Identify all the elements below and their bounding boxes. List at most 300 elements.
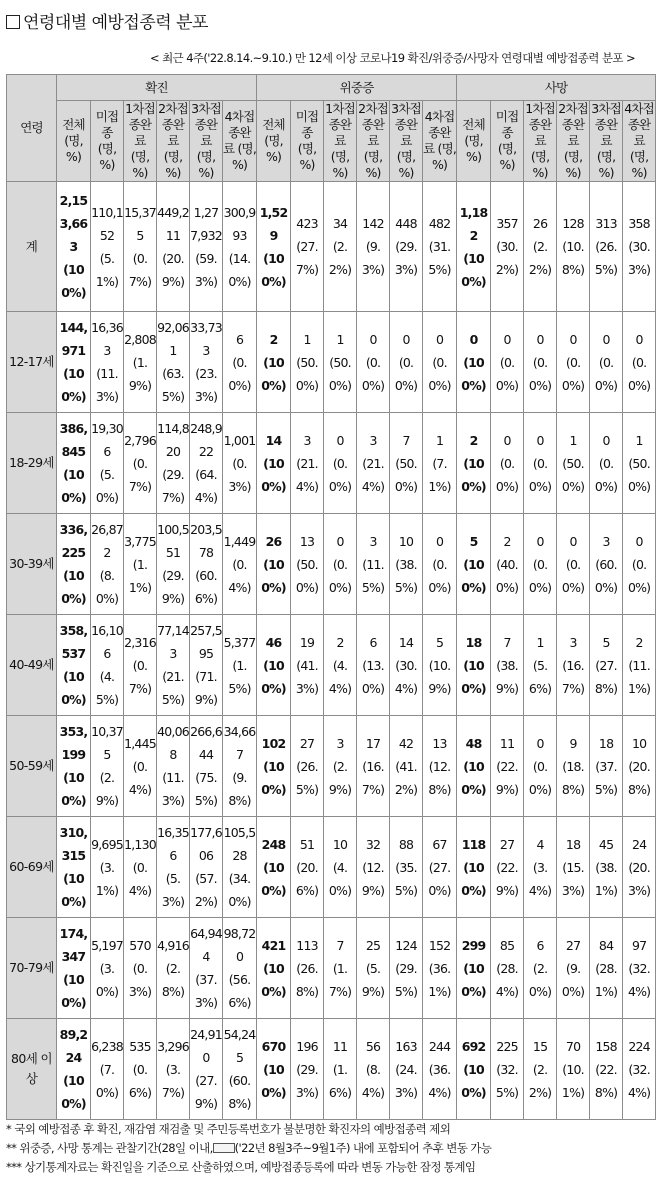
cell-percent: (22.9%)	[495, 758, 519, 797]
cell-count: 2	[503, 533, 511, 549]
subheader-cell: 전체 (명, %)	[257, 101, 291, 182]
table-cell	[557, 1019, 590, 1120]
cell-percent: (50.0%)	[561, 455, 585, 494]
cell-count: 7	[503, 634, 511, 650]
subheader-cell: 1차접종완료 (명, %)	[125, 101, 155, 180]
cell-count: 24	[631, 836, 647, 852]
table-cell	[91, 1019, 124, 1120]
cell-count: 449,211	[157, 204, 189, 243]
cell-percent: (7.0%)	[95, 1061, 119, 1100]
cell-percent: (29.5%)	[394, 960, 418, 999]
table-cell	[557, 413, 590, 514]
cell-percent: (100%)	[61, 770, 86, 808]
cell-count: 196	[296, 1038, 318, 1054]
subheader-cell: 전체 (명, %)	[457, 101, 491, 182]
cell-percent: (7.1%)	[428, 455, 451, 494]
cell-count: 1,001	[223, 432, 256, 448]
age-cell: 60-69세	[7, 817, 57, 918]
cell-count: 248,922	[190, 421, 222, 459]
cell-percent: (75.5%)	[194, 770, 218, 808]
cell-percent: (57.2%)	[194, 871, 218, 909]
table-cell	[623, 514, 656, 615]
cell-percent: (0.4%)	[128, 859, 152, 898]
cell-percent: (2.9%)	[95, 770, 119, 808]
table-cell	[324, 514, 357, 615]
table-cell	[223, 1019, 257, 1120]
cell-percent: (22.8%)	[594, 1061, 618, 1100]
table-cell	[423, 716, 457, 817]
table-cell	[257, 182, 291, 312]
cell-percent: (28.4%)	[495, 960, 519, 999]
table-cell	[590, 918, 623, 1019]
cell-percent: (26.8%)	[295, 960, 319, 999]
cell-count: 11	[499, 735, 515, 751]
cell-count: 56	[365, 1038, 381, 1054]
cell-percent: (0.0%)	[428, 354, 451, 393]
cell-percent: (37.3%)	[194, 972, 218, 1010]
subheader-cell: 미접종 (명, %)	[91, 101, 124, 182]
cell-count: 100,551	[157, 522, 189, 560]
table-cell	[190, 817, 223, 918]
cell-percent: (100%)	[461, 758, 486, 797]
cell-count: 2,153,663	[59, 193, 88, 254]
cell-count: 1,449	[223, 533, 256, 549]
cell-percent: (0.0%)	[561, 556, 585, 595]
cell-count: 42	[398, 735, 414, 751]
cell-percent: (1.5%)	[228, 657, 251, 696]
cell-count: 18	[465, 634, 482, 650]
cell-percent: (0.0%)	[428, 556, 451, 595]
header-confirmed: 확진	[57, 75, 257, 101]
cell-percent: (22.9%)	[495, 859, 519, 898]
cell-percent: (23.3%)	[194, 366, 218, 404]
cell-count: 9	[569, 735, 577, 751]
cell-count: 70	[565, 1038, 581, 1054]
table-cell	[423, 514, 457, 615]
cell-percent: (5.1%)	[95, 250, 119, 289]
table-cell	[457, 514, 491, 615]
table-cell	[457, 312, 491, 413]
cell-count: 98,720	[223, 926, 256, 964]
cell-count: 3	[602, 533, 610, 549]
table-cell	[91, 413, 124, 514]
cell-percent: (35.5%)	[394, 859, 418, 898]
cell-count: 102	[261, 735, 286, 751]
cell-percent: (4.4%)	[328, 657, 352, 696]
cell-percent: (56.6%)	[228, 972, 251, 1010]
cell-percent: (0.7%)	[128, 250, 152, 289]
cell-percent: (20.9%)	[161, 250, 185, 289]
cell-percent: (0.0%)	[528, 354, 552, 393]
table-row	[7, 716, 656, 817]
table-cell	[491, 918, 524, 1019]
table-cell	[423, 312, 457, 413]
subheader-cell: 3차접종완료 (명, %)	[391, 101, 421, 180]
cell-percent: (0.0%)	[394, 354, 418, 393]
cell-count: 0	[435, 533, 444, 549]
subheader-cell: 1차접종완료 (명, %)	[525, 101, 555, 180]
cell-count: 670	[261, 1038, 286, 1054]
cell-count: 113	[296, 937, 318, 953]
cell-percent: (3.1%)	[95, 859, 119, 898]
subheader-cell: 1차접종완료 (명, %)	[325, 101, 355, 180]
cell-percent: (11.5%)	[361, 556, 385, 595]
cell-percent: (11.3%)	[161, 770, 185, 808]
table-cell	[223, 817, 257, 918]
table-cell	[557, 312, 590, 413]
table-cell	[91, 716, 124, 817]
cell-percent: (8.0%)	[95, 568, 119, 606]
table-cell	[423, 182, 457, 312]
cell-count: 2,316	[124, 634, 156, 650]
cell-count: 358,537	[59, 623, 88, 661]
cell-count: 51	[299, 836, 315, 852]
cell-percent: (0.6%)	[128, 1061, 152, 1100]
cell-percent: (27.7%)	[295, 239, 319, 277]
cell-count: 1	[536, 634, 544, 650]
footnote-3: *** 상기통계자료는 확진일을 기준으로 산출하였으며, 예방접종등록에 따라 변동 가능한 잠정 통계임	[6, 1160, 476, 1174]
cell-count: 266,644	[190, 724, 222, 762]
table-cell	[91, 312, 124, 413]
cell-percent: (2.0%)	[528, 960, 552, 999]
cell-percent: (2.8%)	[161, 960, 185, 999]
cell-percent: (3.4%)	[528, 859, 552, 898]
cell-count: 163	[395, 1038, 417, 1054]
cell-percent: (38.1%)	[594, 859, 618, 898]
cell-count: 248	[261, 836, 286, 852]
table-cell	[491, 514, 524, 615]
cell-percent: (100%)	[461, 250, 486, 289]
cell-percent: (27.0%)	[428, 859, 451, 898]
table-cell	[491, 817, 524, 918]
cell-percent: (100%)	[261, 859, 286, 898]
cell-percent: (5.3%)	[161, 871, 185, 909]
cell-percent: (16.7%)	[361, 758, 385, 797]
table-cell	[57, 918, 91, 1019]
table-cell	[157, 918, 190, 1019]
cell-count: 448	[395, 216, 417, 231]
cell-percent: (60.8%)	[228, 1073, 251, 1111]
cell-count: 105,528	[223, 825, 256, 863]
table-cell	[491, 182, 524, 312]
cell-percent: (0.0%)	[328, 455, 352, 494]
table-cell	[590, 817, 623, 918]
table-cell	[57, 1019, 91, 1120]
table-cell	[124, 615, 157, 716]
table-cell	[124, 182, 157, 312]
table-cell	[223, 182, 257, 312]
cell-count: 0	[469, 331, 478, 347]
table-cell	[223, 716, 257, 817]
cell-count: 358	[628, 216, 650, 231]
table-cell	[423, 413, 457, 514]
table-cell	[491, 1019, 524, 1120]
table-cell	[223, 514, 257, 615]
table-cell	[124, 514, 157, 615]
cell-percent: (38.9%)	[495, 657, 519, 696]
cell-percent: (0.3%)	[228, 455, 251, 494]
cell-percent: (100%)	[261, 354, 286, 393]
cell-count: 0	[635, 331, 643, 347]
table-cell	[357, 312, 390, 413]
table-cell	[157, 312, 190, 413]
cell-percent: (13.0%)	[361, 657, 385, 696]
cell-percent: (29.3%)	[394, 239, 418, 277]
table-cell	[157, 413, 190, 514]
cell-percent: (12.9%)	[361, 859, 385, 898]
table-cell	[390, 918, 423, 1019]
cell-percent: (64.4%)	[194, 467, 218, 505]
cell-count: 1	[569, 432, 577, 448]
cell-count: 11	[332, 1038, 348, 1054]
cell-percent: (30.2%)	[495, 239, 519, 277]
header-severe: 위중증	[257, 75, 457, 101]
cell-count: 4,916	[157, 937, 189, 953]
table-cell	[291, 615, 324, 716]
cell-percent: (0.0%)	[528, 556, 552, 595]
cell-percent: (10.8%)	[561, 239, 585, 277]
cell-count: 118	[461, 836, 486, 852]
table-row	[7, 413, 656, 514]
cell-percent: (41.2%)	[394, 758, 418, 797]
cell-percent: (100%)	[261, 758, 286, 797]
table-cell	[524, 182, 557, 312]
cell-count: 128	[562, 216, 584, 231]
cell-count: 17	[365, 735, 381, 751]
table-cell	[357, 817, 390, 918]
table-cell	[524, 716, 557, 817]
cell-percent: (0.0%)	[627, 556, 651, 595]
legend-swatch-icon	[213, 1143, 235, 1153]
table-cell	[324, 312, 357, 413]
cell-percent: (2.9%)	[328, 758, 352, 797]
cell-percent: (27.8%)	[594, 657, 618, 696]
table-cell	[524, 615, 557, 716]
cell-percent: (40.0%)	[495, 556, 519, 595]
cell-percent: (100%)	[61, 366, 86, 404]
table-cell	[257, 1019, 291, 1120]
cell-percent: (29.3%)	[295, 1061, 319, 1100]
table-cell	[91, 615, 124, 716]
age-cell: 12-17세	[7, 312, 57, 413]
table-cell	[491, 413, 524, 514]
cell-percent: (100%)	[61, 1073, 86, 1111]
cell-count: 357	[496, 216, 518, 231]
cell-percent: (32.5%)	[495, 1061, 519, 1100]
cell-percent: (20.8%)	[627, 758, 651, 797]
cell-count: 3,296	[157, 1038, 189, 1054]
table-cell	[491, 615, 524, 716]
cell-percent: (100%)	[61, 972, 86, 1010]
cell-percent: (0.0%)	[528, 758, 552, 797]
table-cell	[457, 817, 491, 918]
cell-count: 13	[299, 533, 315, 549]
subheader-cell: 미접종 (명, %)	[491, 101, 524, 182]
table-cell	[190, 918, 223, 1019]
cell-percent: (0.0%)	[594, 455, 618, 494]
table-cell	[124, 716, 157, 817]
table-cell	[190, 514, 223, 615]
cell-count: 310,315	[59, 825, 88, 863]
cell-count: 386,845	[59, 421, 88, 459]
table-cell	[557, 615, 590, 716]
table-cell	[324, 918, 357, 1019]
cell-percent: (2.2%)	[528, 239, 552, 277]
cell-percent: (0.0%)	[594, 354, 618, 393]
cell-percent: (29.7%)	[161, 467, 185, 505]
cell-count: 114,820	[157, 421, 189, 459]
cell-count: 5,197	[91, 937, 123, 953]
cell-count: 244	[428, 1038, 451, 1054]
table-cell	[390, 716, 423, 817]
cell-count: 142	[362, 216, 384, 231]
table-cell	[457, 413, 491, 514]
cell-count: 97	[631, 937, 647, 953]
table-cell	[291, 312, 324, 413]
cell-count: 46	[265, 634, 282, 650]
table-cell	[524, 817, 557, 918]
table-cell	[190, 716, 223, 817]
table-row	[7, 312, 656, 413]
table-cell	[524, 312, 557, 413]
cell-percent: (21.4%)	[295, 455, 319, 494]
cell-count: 15	[532, 1038, 548, 1054]
cell-count: 0	[336, 432, 344, 448]
cell-count: 10,375	[91, 724, 123, 762]
footnote-2: ** 위중증, 사망 통계는 관찰기간(28일 이내, ('22년 8월3주~9월1주) 내에 포함되어 추후 변동 가능	[6, 1141, 492, 1155]
cell-percent: (100%)	[461, 455, 486, 494]
cell-percent: (11.3%)	[95, 366, 119, 404]
subheader-cell: 4차접종완료 (명, %)	[624, 101, 654, 180]
cell-percent: (18.8%)	[561, 758, 585, 797]
cell-percent: (36.4%)	[428, 1061, 451, 1100]
cell-percent: (59.3%)	[194, 250, 218, 289]
cell-count: 16,356	[157, 825, 189, 863]
cell-percent: (34.0%)	[228, 871, 251, 909]
cell-count: 5,377	[223, 634, 256, 650]
table-cell	[324, 615, 357, 716]
table-row	[7, 182, 656, 312]
cell-count: 1,445	[124, 735, 156, 751]
cell-percent: (71.9%)	[194, 669, 218, 707]
cell-percent: (26.5%)	[594, 239, 618, 277]
checkbox-icon	[6, 15, 20, 29]
cell-count: 18	[565, 836, 581, 852]
subheader-cell: 2차접종완료 (명, %)	[558, 101, 588, 180]
table-cell	[291, 182, 324, 312]
table-cell	[223, 413, 257, 514]
table-body	[7, 182, 656, 1120]
subheader-cell: 3차접종완료 (명, %)	[191, 101, 221, 180]
cell-count: 24,910	[190, 1027, 222, 1065]
cell-count: 1	[435, 432, 444, 448]
table-cell	[491, 312, 524, 413]
table-cell	[291, 716, 324, 817]
cell-count: 6	[235, 331, 244, 347]
age-cell: 18-29세	[7, 413, 57, 514]
cell-count: 26,872	[91, 522, 123, 560]
cell-percent: (32.4%)	[627, 960, 651, 999]
table-cell	[324, 182, 357, 312]
table-row	[7, 817, 656, 918]
cell-percent: (0.3%)	[128, 960, 152, 999]
table-cell	[390, 1019, 423, 1120]
table-cell	[257, 312, 291, 413]
cell-percent: (3.7%)	[161, 1061, 185, 1100]
table-cell	[590, 312, 623, 413]
cell-percent: (100%)	[261, 455, 286, 494]
table-cell	[157, 716, 190, 817]
table-cell	[57, 817, 91, 918]
cell-percent: (100%)	[461, 354, 486, 393]
cell-count: 48	[465, 735, 482, 751]
cell-percent: (0.0%)	[495, 455, 519, 494]
cell-count: 4	[536, 836, 544, 852]
cell-count: 1,182	[459, 204, 488, 243]
cell-count: 27	[565, 937, 581, 953]
table-cell	[257, 918, 291, 1019]
cell-count: 174,347	[59, 926, 88, 964]
table-row	[7, 514, 656, 615]
cell-count: 84	[598, 937, 614, 953]
age-cell: 40-49세	[7, 615, 57, 716]
cell-percent: (1.1%)	[128, 556, 152, 595]
cell-percent: (4.5%)	[95, 669, 119, 707]
cell-count: 77,143	[157, 623, 189, 661]
cell-percent: (20.3%)	[627, 859, 651, 898]
table-cell	[91, 918, 124, 1019]
cell-count: 0	[369, 331, 377, 347]
cell-count: 64,944	[190, 926, 222, 964]
cell-count: 5	[602, 634, 610, 650]
cell-count: 3	[369, 432, 377, 448]
cell-percent: (0.0%)	[627, 354, 651, 393]
table-cell	[457, 1019, 491, 1120]
table-cell	[524, 1019, 557, 1120]
cell-percent: (26.5%)	[295, 758, 319, 797]
table-cell	[390, 413, 423, 514]
cell-percent: (12.8%)	[428, 758, 451, 797]
cell-percent: (38.5%)	[394, 556, 418, 595]
cell-percent: (37.5%)	[594, 758, 618, 797]
cell-percent: (1.9%)	[128, 354, 152, 393]
table-cell	[124, 1019, 157, 1120]
table-cell	[124, 918, 157, 1019]
table-cell	[190, 312, 223, 413]
table-cell	[457, 918, 491, 1019]
cell-percent: (100%)	[61, 669, 86, 707]
table-cell	[390, 615, 423, 716]
table-cell	[324, 716, 357, 817]
cell-count: 177,606	[190, 825, 222, 863]
cell-percent: (5.0%)	[95, 467, 119, 505]
cell-count: 92,061	[157, 320, 189, 358]
table-cell	[590, 514, 623, 615]
table-cell	[524, 918, 557, 1019]
cell-count: 570	[129, 937, 151, 953]
cell-count: 124	[395, 937, 417, 953]
footnotes	[6, 1120, 491, 1177]
cell-percent: (10.1%)	[561, 1061, 585, 1100]
cell-count: 0	[503, 331, 511, 347]
cell-count: 2	[635, 634, 643, 650]
vaccination-table	[6, 74, 656, 1120]
cell-count: 2,796	[124, 432, 156, 448]
cell-percent: (0.0%)	[495, 354, 519, 393]
cell-count: 299	[461, 937, 486, 953]
table-cell	[57, 615, 91, 716]
cell-percent: (31.5%)	[428, 239, 451, 277]
